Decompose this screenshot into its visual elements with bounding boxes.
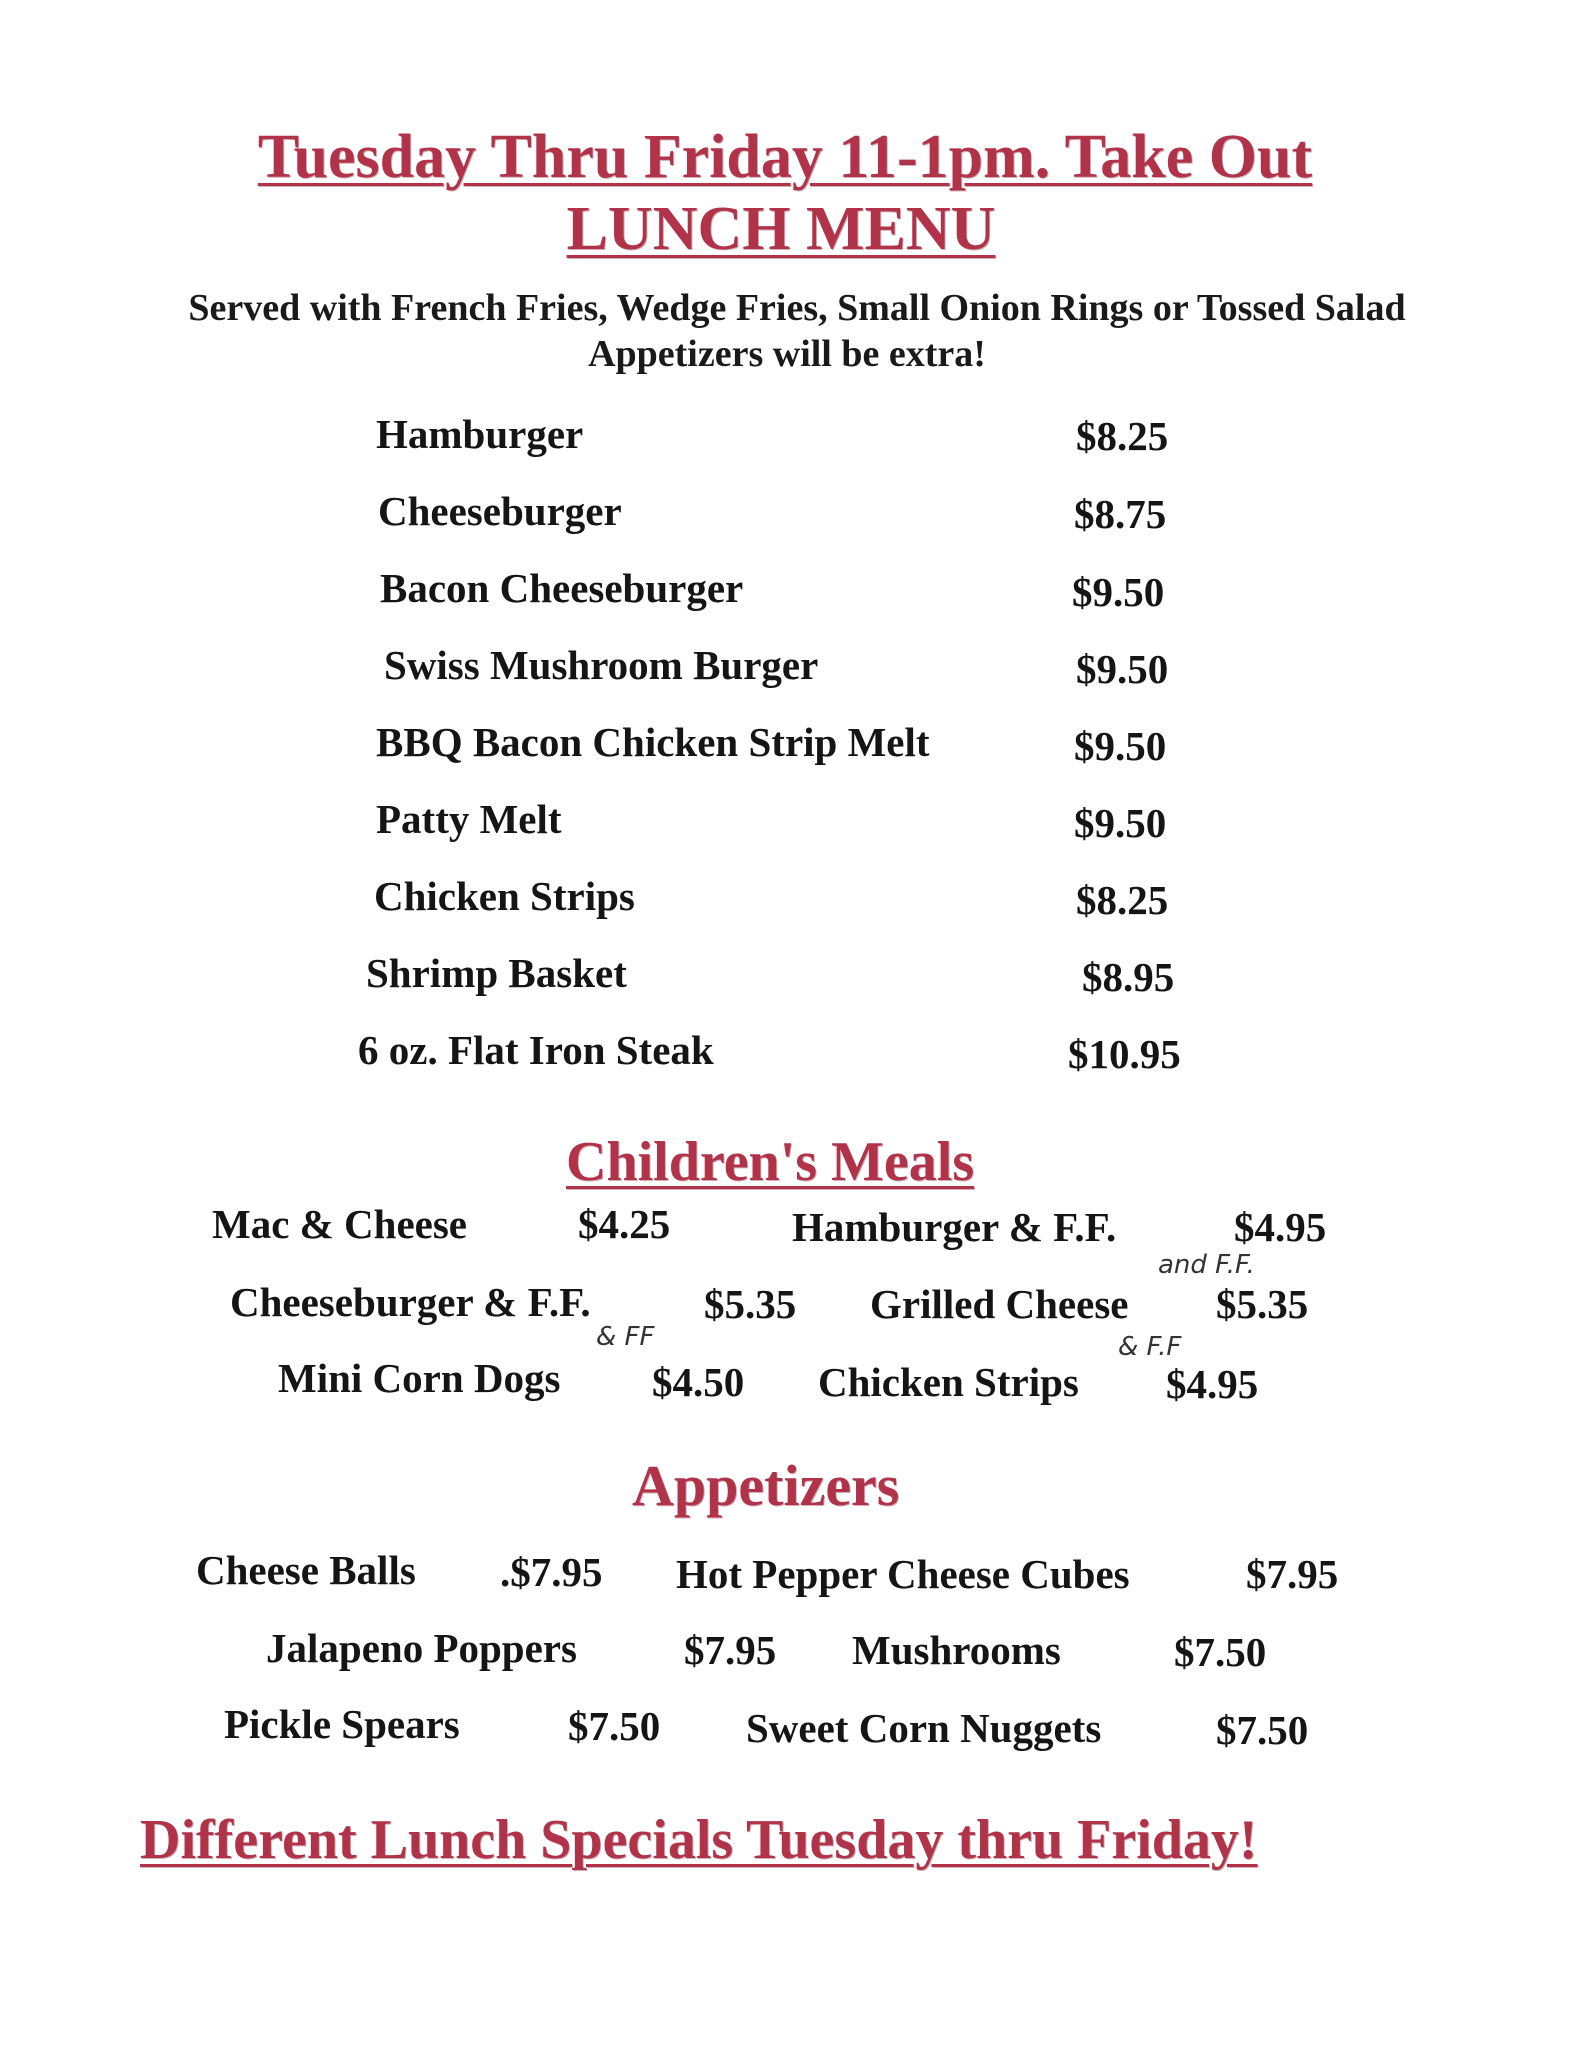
lunch-item-name: Cheeseburger (378, 488, 622, 534)
appetizer-item-price: $7.50 (1174, 1629, 1267, 1675)
child-item-name: Chicken Strips (818, 1359, 1079, 1405)
appetizer-item-name: Cheese Balls (196, 1547, 416, 1593)
appetizer-item-price: $7.95 (1246, 1551, 1339, 1597)
child-item-price: $5.35 (704, 1281, 797, 1327)
appetizer-item-name: Pickle Spears (224, 1701, 460, 1747)
lunch-item-name: Shrimp Basket (366, 950, 627, 996)
lunch-item-name: Chicken Strips (374, 873, 635, 919)
appetizer-item-price: .$7.95 (500, 1549, 603, 1595)
child-item-name: Hamburger & F.F. (792, 1204, 1117, 1250)
child-item-price: $4.95 (1234, 1204, 1327, 1250)
appetizer-item-name: Hot Pepper Cheese Cubes (676, 1551, 1130, 1597)
lunch-item-name: Swiss Mushroom Burger (384, 642, 819, 688)
appetizer-item-price: $7.50 (568, 1703, 661, 1749)
child-item-price: $4.95 (1166, 1361, 1259, 1407)
lunch-item-price: $9.50 (1074, 800, 1167, 846)
appetizer-item-price: $7.95 (684, 1627, 777, 1673)
child-item-name: Cheeseburger & F.F. (230, 1279, 591, 1325)
appetizers-heading: Appetizers (632, 1453, 900, 1518)
lunch-item-price: $8.25 (1076, 413, 1169, 459)
lunch-item-price: $8.95 (1082, 954, 1175, 1000)
lunch-item-name: 6 oz. Flat Iron Steak (358, 1027, 714, 1073)
appetizers-extra-note: Appetizers will be extra! (588, 333, 986, 375)
handwritten-note: & FF (596, 1322, 655, 1352)
served-with-note: Served with French Fries, Wedge Fries, Small Onion Rings or Tossed Salad (188, 287, 1406, 329)
lunch-item-name: Bacon Cheeseburger (380, 565, 744, 611)
lunch-item-name: Patty Melt (376, 796, 562, 842)
menu-title: Tuesday Thru Friday 11-1pm. Take Out (257, 123, 1313, 191)
lunch-item-name: BBQ Bacon Chicken Strip Melt (376, 719, 930, 765)
child-item-price: $4.50 (652, 1359, 745, 1405)
appetizer-item-name: Jalapeno Poppers (266, 1625, 577, 1671)
child-item-price: $5.35 (1216, 1281, 1309, 1327)
lunch-item-price: $9.50 (1072, 569, 1165, 615)
lunch-item-price: $8.25 (1076, 877, 1169, 923)
menu-subtitle-heading: LUNCH MENU (566, 195, 996, 263)
lunch-item-price: $9.50 (1074, 723, 1167, 769)
lunch-item-name: Hamburger (376, 411, 584, 457)
appetizer-item-price: $7.50 (1216, 1707, 1309, 1753)
child-item-name: Mac & Cheese (212, 1201, 468, 1247)
child-item-name: Grilled Cheese (870, 1281, 1129, 1327)
handwritten-note: and F.F. (1158, 1250, 1255, 1280)
lunch-item-price: $10.95 (1068, 1031, 1181, 1077)
childrens-meals-heading: Children's Meals (566, 1131, 975, 1193)
child-item-price: $4.25 (578, 1201, 671, 1247)
lunch-item-price: $9.50 (1076, 646, 1169, 692)
appetizer-item-name: Sweet Corn Nuggets (746, 1705, 1102, 1751)
lunch-specials-footer: Different Lunch Specials Tuesday thru Friday! (140, 1809, 1258, 1871)
child-item-name: Mini Corn Dogs (278, 1355, 561, 1401)
lunch-item-price: $8.75 (1074, 491, 1167, 537)
appetizer-item-name: Mushrooms (852, 1627, 1061, 1673)
handwritten-note: & F.F (1118, 1332, 1182, 1362)
